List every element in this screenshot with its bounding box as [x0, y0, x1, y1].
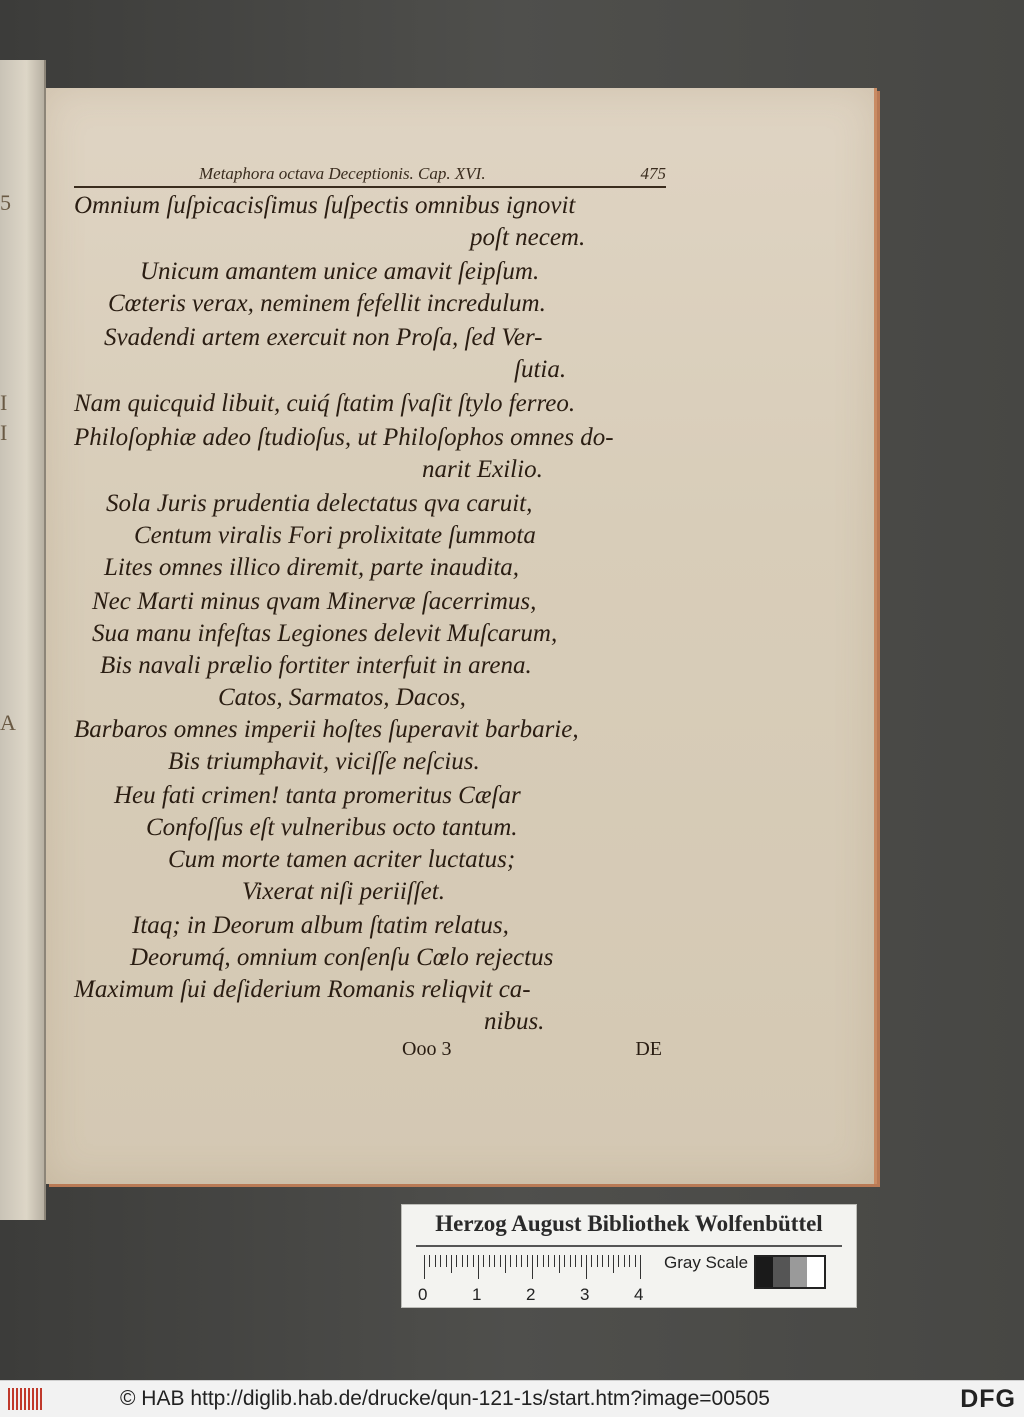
ruler-number: 0	[418, 1285, 428, 1304]
running-title: Metaphora octava Deceptionis. Cap. XVI.	[199, 164, 486, 183]
ruler-tick	[473, 1255, 474, 1267]
text-line: nibus.	[484, 1008, 545, 1035]
text-line: Philoſophiæ adeo ſtudioſus, ut Philoſophos omnes do-	[74, 424, 614, 451]
ruler-tick	[467, 1255, 468, 1267]
text-line: Deorumq́, omnium conſenſu Cœlo rejectus	[130, 944, 554, 971]
prev-page-mark: A	[0, 710, 16, 735]
ruler-tick	[532, 1255, 533, 1279]
ruler-tick	[570, 1255, 571, 1267]
ruler-tick	[424, 1255, 425, 1279]
text-line: Bis triumphavit, viciſſe neſcius.	[168, 748, 480, 775]
page-number: 475	[640, 164, 666, 183]
text-line: Svadendi artem exercuit non Proſa, ſed Ver-	[104, 324, 543, 351]
ruler-tick	[543, 1255, 544, 1267]
ruler-tick	[505, 1255, 506, 1273]
ruler-tick	[429, 1255, 430, 1267]
text-line: Nam quicquid libuit, cuiq́ ſtatim ſvaſit ſtylo ferreo.	[74, 390, 576, 417]
ruler-tick	[629, 1255, 630, 1267]
text-line: ſutia.	[514, 356, 567, 383]
gray-scale-swatches	[754, 1255, 826, 1289]
text-line: Barbaros omnes imperii hoſtes ſuperavit barbarie,	[74, 716, 579, 743]
text-line: Vixerat niſi periiſſet.	[242, 878, 445, 905]
ruler-number: 2	[526, 1285, 536, 1304]
ruler-tick	[597, 1255, 598, 1267]
text-line: Cum morte tamen acriter luctatus;	[168, 846, 516, 873]
color-reference-card	[401, 1204, 857, 1308]
dfg-logo: DFG	[960, 1385, 1016, 1413]
ruler-tick	[575, 1255, 576, 1267]
ruler-tick	[564, 1255, 565, 1267]
ruler-tick	[451, 1255, 452, 1273]
text-line: Sua manu infeſtas Legiones delevit Muſcarum,	[92, 620, 558, 647]
text-line: narit Exilio.	[422, 456, 543, 483]
text-line: Itaq; in Deorum album ſtatim relatus,	[132, 912, 509, 939]
ruler-tick	[640, 1255, 641, 1279]
ruler-tick	[591, 1255, 592, 1267]
ruler-tick	[516, 1255, 517, 1267]
ruler-tick	[456, 1255, 457, 1267]
ruler-tick	[494, 1255, 495, 1267]
running-head	[74, 160, 666, 188]
card-divider	[416, 1245, 842, 1247]
gray-swatch	[807, 1257, 824, 1287]
gray-scale-label: Gray Scale	[664, 1253, 749, 1272]
ruler-number: 3	[580, 1285, 590, 1304]
ruler-tick	[510, 1255, 511, 1267]
text-block	[74, 190, 666, 1050]
signature-mark: Ooo 3	[402, 1038, 452, 1060]
gray-swatch	[756, 1257, 773, 1287]
text-line: Maximum ſui deſiderium Romanis reliqvit ca-	[74, 976, 531, 1003]
copyright-link[interactable]: © HAB http://diglib.hab.de/drucke/qun-121-1s/start.htm?image=00505	[120, 1387, 770, 1410]
text-line: Omnium ſuſpicacisſimus ſuſpectis omnibus ignovit	[74, 192, 576, 219]
text-line: Unicum amantem unice amavit ſeipſum.	[140, 258, 540, 285]
ruler-number: 4	[634, 1285, 644, 1304]
ruler-tick	[537, 1255, 538, 1267]
viewer-footer	[0, 1380, 1024, 1417]
library-name: Herzog August Bibliothek Wolfenbüttel	[435, 1211, 823, 1236]
page-footer	[74, 1038, 666, 1066]
text-line: Centum viralis Fori prolixitate ſummota	[134, 522, 536, 549]
ruler-tick	[635, 1255, 636, 1267]
ruler-tick	[624, 1255, 625, 1267]
ruler-tick	[559, 1255, 560, 1273]
text-line: Sola Juris prudentia delectatus qva caruit,	[106, 490, 533, 517]
ruler-tick	[527, 1255, 528, 1267]
text-line: Lites omnes illico diremit, parte inaudita,	[104, 554, 520, 581]
ruler-tick	[435, 1255, 436, 1267]
prev-page-mark: 5	[0, 190, 11, 215]
ruler-tick	[500, 1255, 501, 1267]
text-line: Cœteris verax, neminem fefellit incredulum.	[108, 290, 546, 317]
prev-page-mark: I	[0, 420, 8, 445]
ruler-number: 1	[472, 1285, 482, 1304]
text-line: Confoſſus eſt vulneribus octo tantum.	[146, 814, 518, 841]
catchword: DE	[635, 1038, 662, 1060]
ruler-tick	[586, 1255, 587, 1279]
text-line: Catos, Sarmatos, Dacos,	[218, 684, 466, 711]
prev-page-mark: I	[0, 390, 8, 415]
text-line: Nec Marti minus qvam Minervæ ſacerrimus,	[92, 588, 537, 615]
header-rule	[74, 186, 666, 188]
ruler-tick	[521, 1255, 522, 1267]
ruler-tick	[608, 1255, 609, 1267]
previous-page-edge	[0, 60, 46, 1220]
hab-logo-icon	[8, 1388, 44, 1410]
text-line: poſt necem.	[470, 224, 586, 251]
text-line: Bis navali prælio fortiter interfuit in arena.	[100, 652, 532, 679]
ruler-tick	[478, 1255, 479, 1279]
ruler-tick	[446, 1255, 447, 1267]
ruler-tick	[581, 1255, 582, 1267]
ruler-tick	[602, 1255, 603, 1267]
ruler-tick	[618, 1255, 619, 1267]
ruler-tick	[483, 1255, 484, 1267]
ruler-tick	[462, 1255, 463, 1267]
ruler-tick	[554, 1255, 555, 1267]
gray-swatch	[773, 1257, 790, 1287]
ruler-tick	[489, 1255, 490, 1267]
scale-ruler	[418, 1255, 648, 1304]
text-line: Heu fati crimen! tanta promeritus Cæſar	[114, 782, 521, 809]
gray-swatch	[790, 1257, 807, 1287]
ruler-tick	[440, 1255, 441, 1267]
ruler-tick	[548, 1255, 549, 1267]
ruler-tick	[613, 1255, 614, 1273]
